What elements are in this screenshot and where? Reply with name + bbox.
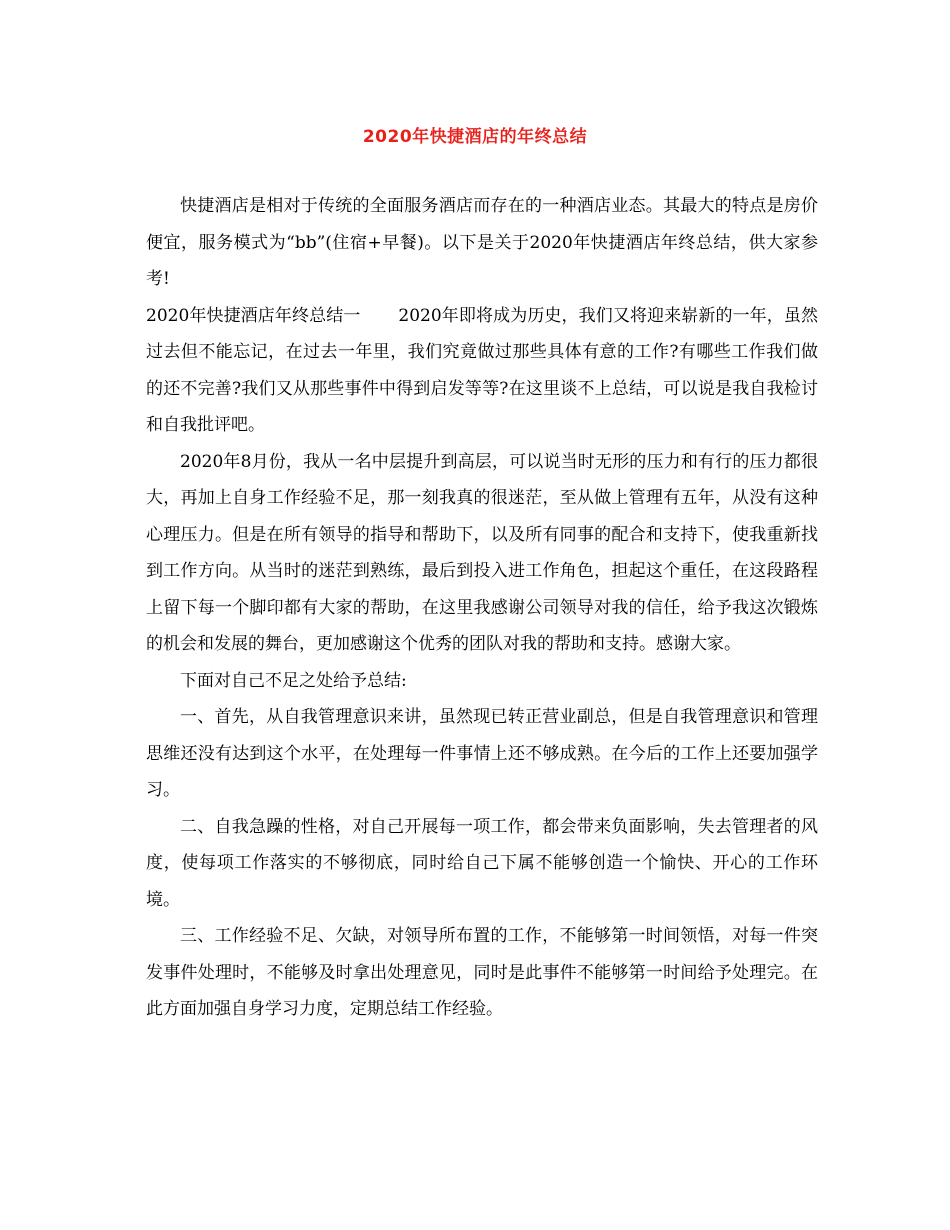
section-first-paragraph: 2020年即将成为历史，我们又将迎来崭新的一年，虽然过去但不能忘记，在过去一年里，我们究竟做过那些具体有意的工作?有哪些工作我们做的还不完善?我们又从那些事件中得到启发等等?在这里谈不上总结，可以说是我自我检讨和自我批评吧。 bbox=[146, 305, 818, 435]
intro-paragraph: 快捷酒店是相对于传统的全面服务酒店而存在的一种酒店业态。其最大的特点是房价便宜，服务模式为“bb”(住宿+早餐)。以下是关于2020年快捷酒店年终总结，供大家参考! bbox=[146, 196, 818, 289]
section-one-paragraph bbox=[146, 298, 818, 444]
body-paragraph: 三、工作经验不足、欠缺，对领导所布置的工作，不能够第一时间领悟，对每一件突发事件处理时，不能够及时拿出处理意见，同时是此事件不能够第一时间给予处理完。在此方面加强自身学习力度，定期总结工作经验。 bbox=[146, 926, 818, 1019]
body-paragraph: 下面对自己不足之处给予总结: bbox=[180, 670, 407, 691]
document-title: 2020年快捷酒店的年终总结 bbox=[362, 127, 588, 147]
section-heading: 2020年快捷酒店年终总结一 bbox=[146, 305, 361, 326]
body-paragraph: 2020年8月份，我从一名中层提升到高层，可以说当时无形的压力和有行的压力都很大，再加上自身工作经验不足，那一刻我真的很迷茫，至从做上管理有五年，从没有这种心理压力。但是在所有领导的指导和帮助下，以及所有同事的配合和支持下，使我重新找到工作方向。从当时的迷茫到熟练，最后到投入进工作角色，担起这个重任，在这段路程上留下每一个脚印都有大家的帮助，在这里我感谢公司领导对我的信任，给予我这次锻炼的机会和发展的舞台，更加感谢这个优秀的团队对我的帮助和支持。感谢大家。 bbox=[146, 451, 818, 654]
body-paragraph: 一、首先，从自我管理意识来讲，虽然现已转正营业副总，但是自我管理意识和管理思维还没有达到这个水平，在处理每一件事情上还不够成熟。在今后的工作上还要加强学习。 bbox=[146, 707, 818, 800]
body-paragraph: 二、自我急躁的性格，对自己开展每一项工作，都会带来负面影响，失去管理者的风度，使每项工作落实的不够彻底，同时给自己下属不能够创造一个愉快、开心的工作环境。 bbox=[146, 816, 818, 910]
document-body bbox=[146, 188, 818, 1028]
